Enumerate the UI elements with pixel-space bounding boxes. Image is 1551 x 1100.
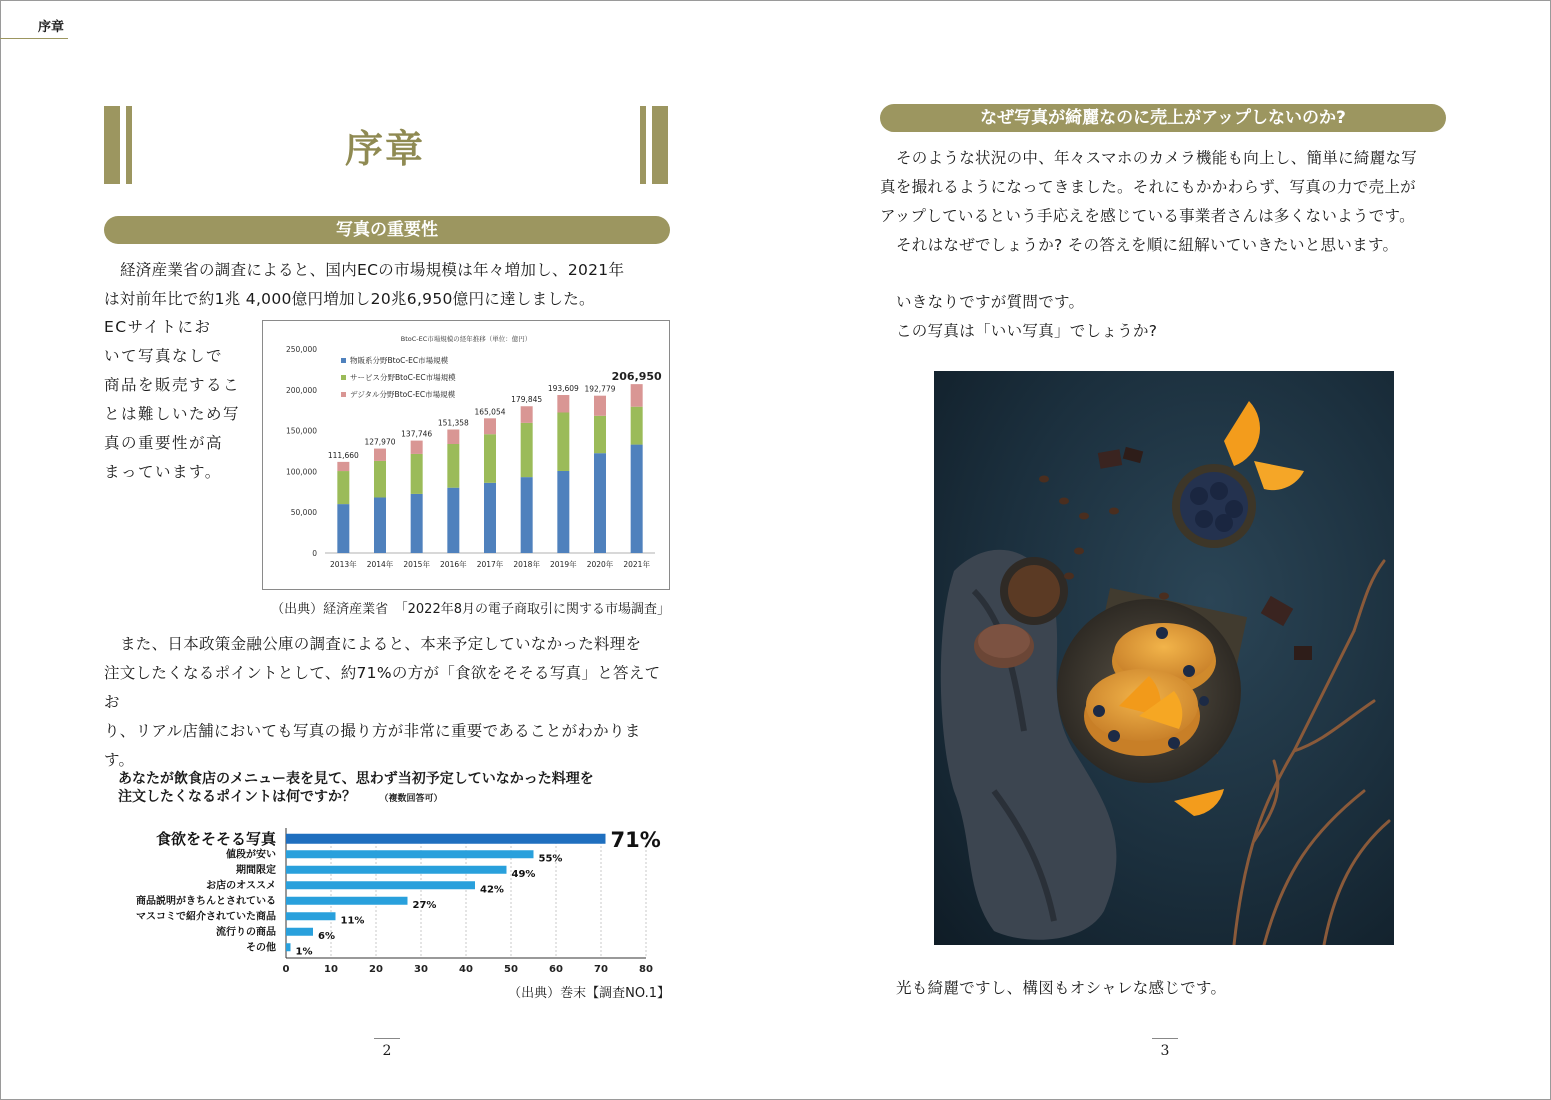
page-number-rule-left (374, 1038, 400, 1039)
question-paragraph (896, 288, 1436, 346)
bar-total-label: 193,609 (547, 384, 579, 394)
pancake-photo (934, 371, 1394, 945)
bar-segment (521, 477, 533, 553)
bar-segment (631, 407, 643, 445)
bar-total-label: 192,779 (584, 384, 616, 394)
page-number-right: 3 (1160, 1043, 1170, 1059)
right-line: 真を撮れるようになってきました。それにもかかわらず、写真の力で売上が (880, 178, 1416, 196)
y-tick-label: 50,000 (290, 508, 317, 518)
survey-chart (104, 822, 674, 982)
survey-bar (286, 834, 606, 844)
body-paragraph (104, 630, 674, 775)
bar-segment (374, 449, 386, 461)
bar-total-label: 151,358 (437, 418, 469, 428)
survey-bar (286, 850, 534, 858)
x-tick-label: 2017年 (476, 560, 504, 569)
side-line: 商品を販売するこ (104, 376, 241, 394)
page-number-left: 2 (382, 1043, 392, 1059)
x-tick-label: 60 (549, 964, 563, 975)
x-tick-label: 20 (369, 964, 383, 975)
bar-segment (337, 471, 349, 504)
ec-market-chart-svg (263, 321, 669, 589)
bar-segment (521, 423, 533, 477)
survey-question (118, 770, 678, 808)
x-tick-label: 2016年 (440, 560, 467, 569)
x-tick-label: 80 (639, 964, 653, 975)
bar-total-label: 137,746 (401, 429, 433, 439)
x-tick-label: 2014年 (366, 560, 394, 569)
legend-swatch (341, 392, 346, 397)
survey-value-label: 6% (318, 930, 335, 942)
bar-segment (411, 494, 423, 553)
chart2-caption: （出典）巻末【調査NO.1】 (508, 986, 670, 1001)
bar-segment (484, 483, 496, 553)
body-line: り、リアル店舗においても写真の撮り方が非常に重要であることがわかりま (104, 722, 641, 740)
x-tick-label: 30 (414, 964, 428, 975)
survey-category-label: その他 (246, 942, 276, 954)
survey-bar (286, 897, 408, 905)
page-number-rule-right (1152, 1038, 1178, 1039)
bar-segment (521, 406, 533, 423)
bar-segment (337, 462, 349, 471)
bar-segment (631, 445, 643, 553)
survey-bar (286, 943, 291, 951)
y-tick-label: 150,000 (285, 426, 317, 436)
survey-value-label: 27% (412, 899, 437, 911)
bar-segment (447, 429, 459, 444)
survey-question-note: （複数回答可） (384, 794, 443, 804)
survey-question-line: 注文したくなるポイントは何ですか？ (118, 789, 356, 805)
survey-question-line: あなたが飲食店のメニュー表を見て、思わず当初予定していなかった料理を (118, 771, 594, 787)
bar-total-label: 206,950 (611, 370, 662, 384)
bar-segment (374, 497, 386, 553)
intro-paragraph (104, 256, 674, 314)
survey-category-label: 流行りの商品 (216, 926, 276, 938)
x-tick-label: 50 (504, 964, 518, 975)
bar-segment (447, 488, 459, 553)
body-line: す。 (104, 751, 135, 769)
side-line: まっています。 (104, 463, 222, 481)
bar-segment (557, 471, 569, 553)
survey-category-label: お店のオススメ (206, 880, 276, 892)
x-tick-label: 2013年 (330, 560, 357, 569)
legend-swatch (341, 358, 346, 363)
closing-line: 光も綺麗ですし、構図もオシャレな感じです。 (896, 979, 1227, 997)
side-line: 真の重要性が高 (104, 434, 224, 452)
bar-total-label: 111,660 (327, 450, 359, 460)
survey-value-label: 71% (610, 827, 661, 852)
legend-label: 物販系分野BtoC-EC市場規模 (350, 356, 449, 365)
right-line: アップしているという手応えを感じている事業者さんは多くないようです。 (880, 207, 1415, 225)
bar-segment (337, 504, 349, 553)
x-tick-label: 2021年 (623, 560, 650, 569)
question-line: この写真は「いい写真」でしょうか? (896, 322, 1158, 340)
bar-segment (557, 395, 569, 412)
bar-total-label: 179,845 (511, 395, 543, 405)
question-line: いきなりですが質問です。 (896, 293, 1085, 311)
survey-category-label: マスコミで紹介されていた商品 (136, 911, 276, 923)
bar-segment (631, 384, 643, 407)
survey-value-label: 55% (538, 853, 563, 865)
section-heading-importance: 写真の重要性 (104, 216, 670, 244)
right-paragraph (880, 144, 1450, 260)
bar-segment (594, 453, 606, 553)
x-tick-label: 2018年 (513, 560, 540, 569)
side-line: ECサイトにお (104, 318, 212, 336)
y-tick-label: 250,000 (285, 345, 317, 354)
x-tick-label: 2015年 (403, 560, 430, 569)
survey-category-label: 商品説明がきちんとされている (136, 895, 276, 907)
survey-value-label: 42% (480, 884, 504, 896)
running-title: 序章 (38, 20, 65, 35)
right-line: それはなぜでしょうか? その答えを順に紐解いていきたいと思います。 (896, 236, 1399, 254)
side-line: とは難しいため写 (104, 405, 241, 423)
y-tick-label: 100,000 (285, 467, 317, 477)
ec-market-chart (262, 320, 670, 590)
right-line: そのような状況の中、年々スマホのカメラ機能も向上し、簡単に綺麗な写 (896, 149, 1418, 167)
bar-total-label: 127,970 (364, 437, 396, 447)
x-tick-label: 2019年 (550, 560, 577, 569)
x-tick-label: 2020年 (586, 560, 614, 569)
survey-value-label: 1% (295, 946, 313, 958)
chapter-ornament-right (640, 106, 670, 184)
legend-label: デジタル分野BtoC-EC市場規模 (350, 390, 456, 399)
intro-line: 経済産業省の調査によると、国内ECの市場規模は年々増加し、2021年 (120, 261, 625, 279)
section-heading-why: なぜ写真が綺麗なのに売上がアップしないのか? (880, 104, 1446, 132)
side-paragraph (104, 313, 254, 487)
bar-segment (594, 416, 606, 453)
bar-segment (557, 412, 569, 470)
x-tick-label: 0 (282, 964, 290, 975)
survey-value-label: 49% (511, 868, 536, 880)
x-tick-label: 70 (594, 964, 608, 975)
bar-segment (484, 418, 496, 434)
bar-segment (411, 441, 423, 454)
chart-title: BtoC-EC市場規模の経年推移（単位：億円） (400, 335, 532, 343)
running-title-rule (0, 38, 68, 39)
bar-segment (411, 454, 423, 494)
x-tick-label: 40 (459, 964, 473, 975)
bar-segment (374, 461, 386, 498)
survey-category-label: 食欲をそそる写真 (155, 829, 276, 848)
survey-bar (286, 881, 475, 889)
side-line: いて写真なしで (104, 347, 224, 365)
bar-segment (447, 444, 459, 488)
survey-bar (286, 928, 313, 936)
bar-segment (594, 396, 606, 416)
survey-category-label: 値段が安い (226, 849, 276, 861)
survey-category-label: 期間限定 (236, 864, 276, 876)
y-tick-label: 200,000 (285, 385, 317, 395)
intro-line: は対前年比で約1兆 4,000億円増加し20兆6,950億円に達しました。 (104, 290, 595, 308)
bar-segment (484, 434, 496, 483)
survey-bar (286, 866, 507, 874)
bar-total-label: 165,054 (474, 407, 506, 417)
legend-swatch (341, 375, 346, 380)
chart1-caption: （出典）経済産業省 「2022年8月の電子商取引に関する市場調査」 (271, 602, 670, 617)
y-tick-label: 0 (312, 549, 317, 558)
chapter-ornament-left (104, 106, 134, 184)
chapter-title: 序章 (344, 127, 425, 171)
survey-bar (286, 912, 336, 920)
body-line: また、日本政策金融公庫の調査によると、本来予定していなかった料理を (120, 635, 642, 653)
legend-label: サービス分野BtoC-EC市場規模 (350, 373, 456, 382)
x-tick-label: 10 (324, 964, 338, 975)
body-line: 注文したくなるポイントとして、約71%の方が「食欲をそそる写真」と答えてお (104, 664, 661, 711)
pancake-photo-illustration (934, 371, 1394, 945)
survey-value-label: 11% (340, 915, 365, 927)
